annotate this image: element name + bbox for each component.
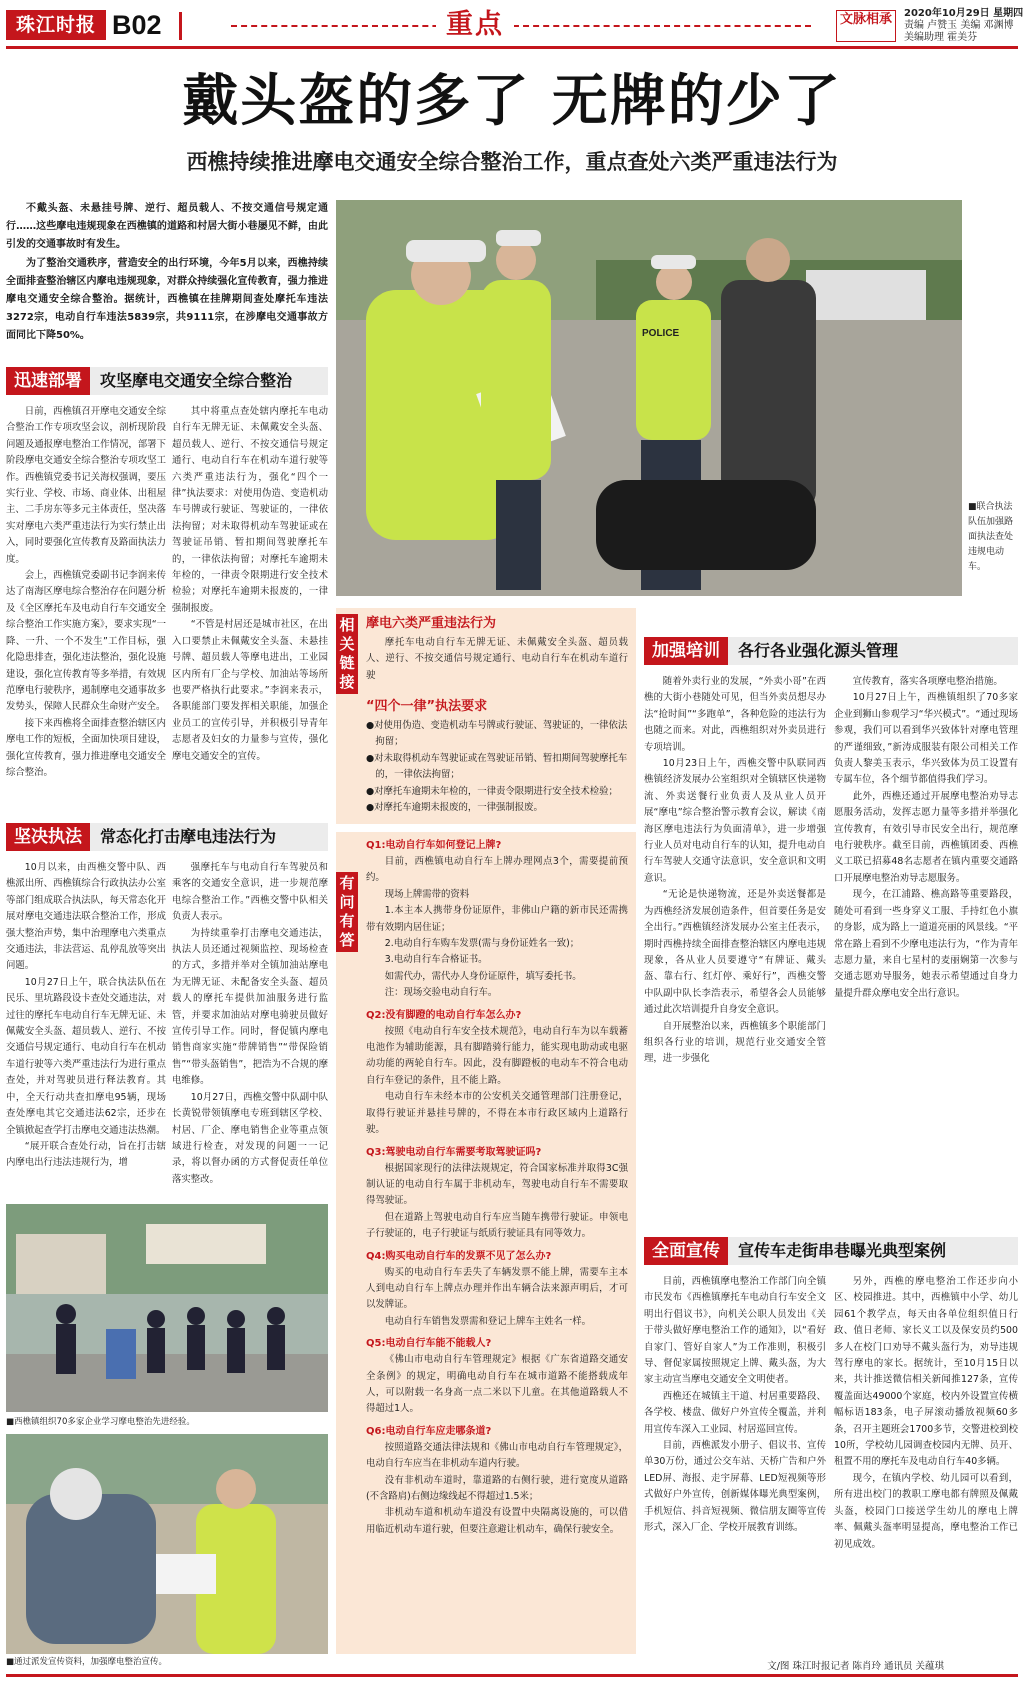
section-heading: 宣传车走街串巷曝光典型案例	[728, 1237, 1018, 1265]
paragraph: 为了整治交通秩序，营造安全的出行环境，今年5月以来，西樵持续全面排查整治辖区内摩电违规现象，对群众持续强化宣传教育，强力推进摩电交通安全综合整治。据统计，西樵镇在挂牌期间查处摩托车违法3272宗，电动自行车违法5839宗，共9111宗，在涉摩电交通事故方面同比下降50%。	[6, 257, 328, 342]
culture-logo: 文脉相承	[836, 10, 896, 42]
photo-training	[6, 1204, 328, 1412]
faq-content	[366, 832, 628, 1648]
paragraph: 其中将重点查处辖内摩托车电动自行车无牌无证、未佩戴安全头盔、超员载人、逆行、不按交通信号规定通行、电动自行车在机动车道行驶等六类严重违法行为，强化“四个一律”执法要求：对使用伪造、变造机动车号牌或行驶证、驾驶证的，一律依法拘留；对未取得机动车驾驶证或在驾驶证吊销、暂扣期间驾驶摩托车的，一律依法拘留；对摩托车逾期未年检的，一律责令限期进行安全技术检验；对摩托车逾期未报废的，一律强制报废。	[172, 406, 328, 614]
photo-caption: ■西樵镇组织70多家企业学习摩电整治先进经验。	[6, 1417, 195, 1427]
answer: 按照道路交通法律法规和《佛山市电动自行车管理规定》，电动自行车应当在非机动车道内行驶。	[366, 1441, 628, 1470]
section-tag: 坚决执法	[6, 823, 90, 851]
section-heading: 各行各业强化源头管理	[728, 637, 1018, 665]
paragraph: 自开展整治以来，西樵镇多个职能部门组织各行业的培训，规范行业交通安全管理，进一步强化	[644, 1020, 826, 1065]
answer: 电动自行车未经本市的公安机关交通管理部门注册登记，取得行驶证并悬挂号牌的，不得在本市行政区域内上道路行驶。	[366, 1091, 628, 1136]
answer: 《佛山市电动自行车管理规定》根据《广东省道路交通安全条例》的规定，明确电动自行车在城市道路不能搭载成年人，可以附载一名身高一点二米以下儿童。在其他道路载人不得超过1人。	[366, 1354, 628, 1415]
publicity-photo	[6, 1434, 328, 1654]
answer: 没有非机动车道时，靠道路的右侧行驶，进行宽度从道路(不含路肩)右侧边缘线起不得超过1.5米；	[366, 1474, 628, 1502]
editors: 责编 卢赞玉 美编 邓渊博	[904, 20, 1014, 31]
headline: 戴头盔的多了 无牌的少了	[182, 68, 842, 134]
answer: 购买的电动自行车丢失了车辆发票不能上牌，需要车主本人到电动自行车上牌点办理并作出车辆合法来源声明后，才可以发牌证。	[366, 1266, 628, 1311]
paragraph: 现今，在江浦路、樵高路等重要路段，随处可看到一些身穿义工服、手持红色小旗的身影，成为路上一道道亮丽的风景线。“平常在路上看到不少摩电违法行为，“作为青年志愿力量，来自七星村的麦丽娴第一次参与交通志愿劝导服务，她表示希望通过自身力量提升群众摩电安全出行意识。	[834, 889, 1018, 999]
byline: 文/图 珠江时报记者 陈肖玲 通讯员 关蕴琪	[767, 1661, 944, 1672]
related-title: 摩电六类严重违法行为	[366, 616, 497, 631]
paragraph: 日前，西樵镇召开摩电交通安全综合整治工作专项攻坚会议，剖析现阶段问题及通报摩电整治工作情况，部署下阶段摩电交通安全综合整治专项攻坚工作。西樵镇党委书记关海权强调，要压实行业、学校、市场、商业体、出租屋主、二手房东等多元主体责任，坚决落实对摩电六类严重违法行为实行禁止出入，同时要强化宣传教育及路面执法力度。	[6, 406, 166, 565]
answer: 非机动车道和机动车道没有设置中央隔离设施的，可以借用临近机动车道行驶，但要注意避让机动车，确保行驶安全。	[366, 1507, 628, 1535]
paragraph: 目前，西樵派发小册子、倡议书、宣传单30万份，通过公交车站、天桥广告和户外LED屏、海报、走宇屏幕、LED短视频等形式做好户外宣传，创新媒体曝光典型案例，手机短信、抖音短视频、微信朋友圈等宣传形式，深入厂企、学校开展教育训练。	[644, 1440, 826, 1534]
publication-info	[904, 8, 1024, 44]
answer: 2.电动自行车购车发票(需与身份证姓名一致)；	[384, 938, 580, 950]
list-item: ●对未取得机动车驾驶证或在驾驶证吊销、暂扣期间驾驶摩托车的，一律依法拘留；	[366, 752, 628, 781]
section-heading: 常态化打击摩电违法行为	[90, 823, 328, 851]
answer: 现场上牌需带的资料	[384, 888, 470, 900]
list-item: ●对使用伪造、变造机动车号牌或行驶证、驾驶证的，一律依法拘留；	[366, 720, 628, 748]
answer: 根据国家现行的法律法规规定，符合国家标准并取得3C强制认证的电动自行车属于非机动车，驾驶电动自行车不需要取得驾驶证。	[366, 1162, 628, 1207]
vest-text: POLICE	[642, 328, 680, 339]
section-header	[644, 1236, 1018, 1266]
question: Q1:电动自行车如何登记上牌?	[366, 840, 502, 851]
assistant-editor: 美编助理 霍美芬	[904, 32, 978, 43]
section-heading: 攻坚摩电交通安全综合整治	[90, 367, 328, 395]
article-column	[644, 1274, 826, 1654]
photo-caption: ■联合执法队伍加强路面执法查处违规电动车。	[968, 502, 1014, 572]
question: Q6:电动自行车应走哪条道?	[366, 1425, 492, 1437]
paragraph: 10月27日上午，联合执法队伍在民乐、里坑路段设卡查处交通违法，对过往的摩托车电动自行车无牌无证、未佩戴安全头盔、超员载人、逆行、不按交通信号规定通行、电动自行车在机动车道行驶等六类严重违法行为进行重点查处，并对驾驶员进行释法教育。其中，全天行动共查扣摩电95辆，现场查处摩电其它交通违法62宗，还步在全镇掀起查学打击摩电交通违法热潮。	[6, 976, 166, 1136]
list-item: ●对摩托车逾期未报废的，一律强制报废。	[366, 802, 543, 814]
related-tag: 相关链接	[336, 614, 358, 694]
photo-publicity	[6, 1434, 328, 1654]
related-content	[366, 612, 628, 816]
answer: 电动自行车销售发票需和登记上牌车主姓名一样。	[384, 1315, 592, 1327]
paper-logo: 珠江时报	[6, 10, 106, 40]
paragraph: 为持续重拳打击摩电交通违法，执法人员还通过视频监控、现场检查的方式，多措并举对全镇加油站摩电为无牌无证、未配备安全头盔、超员载人的摩托车提供加油服务进行监管，并要求加油站对摩电骑驶员做好宣传引导工作。同时，督促镇内摩电销售商家实施“带牌销售”“带保险销售”“带头盔销售”，把浩为不合规的摩电维修。	[172, 927, 328, 1087]
paragraph: 随着外卖行业的发展，“外卖小哥”在西樵的大街小巷随处可见，但当外卖员想尽办法“抢时间”“多跑单”，各种危险的违法行为也随之而来。对此，西樵组织对外卖员进行专项培训。	[644, 676, 826, 753]
paragraph: “不管是村居还是城市社区，在出入口要禁止未佩戴安全头盔、未悬挂号牌、超员载人等摩电进出，工业园区内所有厂企与学校、加油站等场所也要严格执行此要求。”李润来表示，各职能部门要发挥相关职能，加强企业员工的宣传引导，并积极引导青年志愿者及妇女的力量参与宣传，强化摩电交通安全的宣传。	[172, 619, 328, 762]
divider	[6, 46, 1018, 49]
paragraph: “无论是快递物流，还是外卖送餐都是为西樵经济发展创造条件，但首要任务是安全出行。”西樵镇经济发展办公室主任表示，期时西樵持续全面排查整治辖区内摩电违规现象，各从业人员要遵守“有牌证、戴头盔、靠右行、红灯停、乘好行”，西樵交警中队副中队长李浩表示，希望各会人员能够通过此次培训提升自身安全意识。	[644, 889, 826, 1016]
article-column	[834, 1274, 1018, 1654]
divider	[6, 1674, 1018, 1677]
paragraph: 现今，在镇内学校、幼儿园可以看到，所有进出校门的教职工摩电都有牌照及佩戴头盔，校园门口接送学生幼儿的摩电上牌率、佩戴头盔率明显提高，摩电整治工作已初见成效。	[834, 1472, 1018, 1550]
section-header	[644, 636, 1018, 666]
article-column	[6, 860, 166, 1192]
paragraph: 此外，西樵还通过开展摩电整治劝导志愿服务活动，发挥志愿力量等多措并举强化宣传教育，有效引导市民安全出行，规范摩电行驶秩序。截至目前，西樵镇团委、西樵义工联已招募48名志愿者在镇内重要交通路口开展摩电整治劝导志愿服务。	[834, 790, 1018, 884]
answer: 3.电动自行车合格证书。	[384, 954, 488, 966]
masthead	[6, 8, 1024, 43]
paragraph: “展开联合查处行动，旨在打击辖内摩电出行违法违规行为，增	[6, 1140, 166, 1169]
paragraph: 10月以来，由西樵交警中队、西樵派出所、西樵镇综合行政执法办公室等部门组成联合执法队，每天常态化开展对摩电交通违法联合整治工作，形成强大整治声势，集中治理摩电六类重点交通违法，非法营运、乱停乱放等突出问题。	[6, 862, 166, 972]
rules-title: “四个一律”执法要求	[366, 699, 488, 714]
question: Q5:电动自行车能不能载人?	[366, 1338, 492, 1350]
answer: 注：现场交验电动自行车。	[384, 987, 498, 999]
rules-list	[366, 718, 628, 816]
paragraph: 另外，西樵的摩电整治工作还步向小区、校园推进。其中，西樵镇中小学、幼儿园61个教学点，每天由各单位组织值日行政、值日老师、家长义工以及保安员约500多人在校门口劝导不戴头盔行为，劝导违规驾行摩电的家长。据统计，至10月15日以来，共计推送微信相关新闻推127条，宣传覆盖面达49000个家庭，校内外设置宣传横幅标语183条，电子屏滚动播放视频60多条，召开主题班会1700多节，交警进校到校10所，学校幼儿园调查校园内无牌、员开、租置不用的摩托车及电动自行车40多辆。	[834, 1276, 1018, 1468]
paragraph: 目前，西樵镇摩电整治工作部门向全镇市民发布《西樵镇摩托车电动自行车安全文明出行倡议书》，向机关公职人员发出《关于带头做好摩电整治工作的通知》，以“看好自家门、管好自家人”为工作准则，积极引导、督促家属按照规定上牌、戴头盔，为大家主动宣当摩电交通安全文明使者。	[644, 1276, 826, 1386]
article-column	[6, 404, 166, 808]
list-item: ●对摩托车逾期未年检的，一律责令限期进行安全技术检验；	[366, 785, 618, 797]
answer: 如需代办，需代办人身份证原件，填写委托书。	[384, 970, 582, 982]
paragraph: 10月27日上午，西樵镇组织了70多家企业到狮山参观学习“华兴模式”。“通过现场参观，我们可以看到华兴致体针对摩电管理的严谨细致，”新涛成服装有限公司相关工作负责人黎美玉表示，华兴致体为员工设置有专属车位，各个细节都值得我们学习。	[834, 692, 1018, 786]
related-body	[366, 635, 628, 687]
related-box	[336, 608, 636, 824]
answer: 目前，西樵镇电动自行车上牌办理网点3个，需要提前预约。	[366, 856, 628, 884]
paragraph: 10月27日，西樵交警中队副中队长黄锐带领镇摩电专班到辖区学校、村居、厂企、摩电销售企业等重点领域进行检查，对发现的问题一一记录，将以督办函的方式督促责任单位落实整改。	[172, 1091, 328, 1185]
answer: 1.本主本人携带身份证原件，非佛山户籍的新市民还需携带有效期内居住证；	[366, 905, 628, 933]
paragraph: 西樵还在城镇主干道、村居重要路段、各学校、楼盘、做好户外宣传全覆盖，并利用宣传车深入工业园、村居巡回宣传。	[644, 1390, 826, 1435]
paragraph: 强摩托车与电动自行车驾驶员和乘客的交通安全意识，进一步规范摩电综合整治工作。”西樵交警中队相关负责人表示。	[172, 862, 328, 923]
paragraph: 10月23日上午，西樵交警中队联同西樵镇经济发展办公室组织对全镇辖区快递物流、外卖送餐行业负责人及从业人员开展“摩电”综合整治警示教育会议，解读《南海区摩电违法行为负面清单》，进一步增强行业人员对电动自行车的认知，提升电动自行车驾驶人交通守法意识，安全意识和文明意识。	[644, 758, 826, 884]
article-column	[644, 674, 826, 1222]
section-title: 重点	[436, 8, 514, 42]
answer: 但在道路上驾驶电动自行车应当随车携带行驶证。申领电子行驶证的，电子行驶证与纸质行驶证具有同等效力。	[366, 1211, 628, 1240]
faq-tag: 有问有答	[336, 872, 358, 952]
question: Q4:购买电动自行车的发票不见了怎么办?	[366, 1250, 552, 1262]
paragraph: 不戴头盔、未悬挂号牌、逆行、超员载人、不按交通信号规定通行……这些摩电违规现象在西樵镇的道路和村居大街小巷屡见不鲜，由此引发的交通事故时有发生。	[6, 203, 328, 251]
section-header	[6, 366, 328, 396]
training-photo	[6, 1204, 328, 1412]
photo-caption: ■通过派发宣传资料，加强摩电整治宣传。	[6, 1657, 168, 1667]
section-tag: 全面宣传	[644, 1237, 728, 1265]
main-photo	[336, 200, 962, 596]
paragraph: 宣传教育，落实各项摩电整治措施。	[852, 676, 1003, 687]
paragraph: 摩托车电动自行车无牌无证、未佩戴安全头盔、超员载人、逆行、不按交通信号规定通行、电动自行车在机动车道行驶	[366, 637, 628, 681]
article-column	[172, 860, 328, 1192]
divider	[179, 12, 182, 40]
date: 2020年10月29日 星期四	[904, 8, 1024, 19]
lede	[6, 200, 328, 350]
paragraph: 会上，西樵镇党委副书记李润来传达了南海区摩电综合整治存在问题分析及《全区摩托车及电动自行车交通安全综合整治工作实施方案》，要求实现“一降、一升、一个不发生”工作目标，强化隐患排查，强化违法整治，强化设施建设，强化宣传教育等多举措，有效规范摩电行驶秩序，遏制摩电交通事故多发势头，保障人民群众生命财产安全。	[6, 570, 166, 713]
divider	[231, 25, 811, 27]
answer: 按照《电动自行车安全技术规范》，电动自行车为以车载蓄电池作为辅助能源，具有脚踏骑行能力，能实现电助动或电驱动功能的两轮自行车。因此，没有脚蹬板的电动车不符合电动自行车登记的条件，且不能上路。	[366, 1025, 628, 1086]
question: Q3:驾驶电动自行车需要考取驾驶证吗?	[366, 1146, 542, 1158]
section-tag: 迅速部署	[6, 367, 90, 395]
article-column	[172, 404, 328, 808]
faq-box	[336, 832, 636, 1654]
subheadline: 西樵持续推进摩电交通安全综合整治工作，重点查处六类严重违法行为	[186, 150, 838, 174]
page-number: B02	[112, 10, 162, 40]
question: Q2:没有脚蹬的电动自行车怎么办?	[366, 1009, 522, 1021]
article-column	[834, 674, 1018, 1222]
section-header	[6, 822, 328, 852]
paragraph: 接下来西樵将全面排查整治辖区内摩电工作的短板，全面加快项目建设，强化宣传教育，强力推进摩电交通安全综合整治。	[6, 717, 166, 778]
section-tag: 加强培训	[644, 637, 728, 665]
police-photo	[336, 200, 962, 596]
